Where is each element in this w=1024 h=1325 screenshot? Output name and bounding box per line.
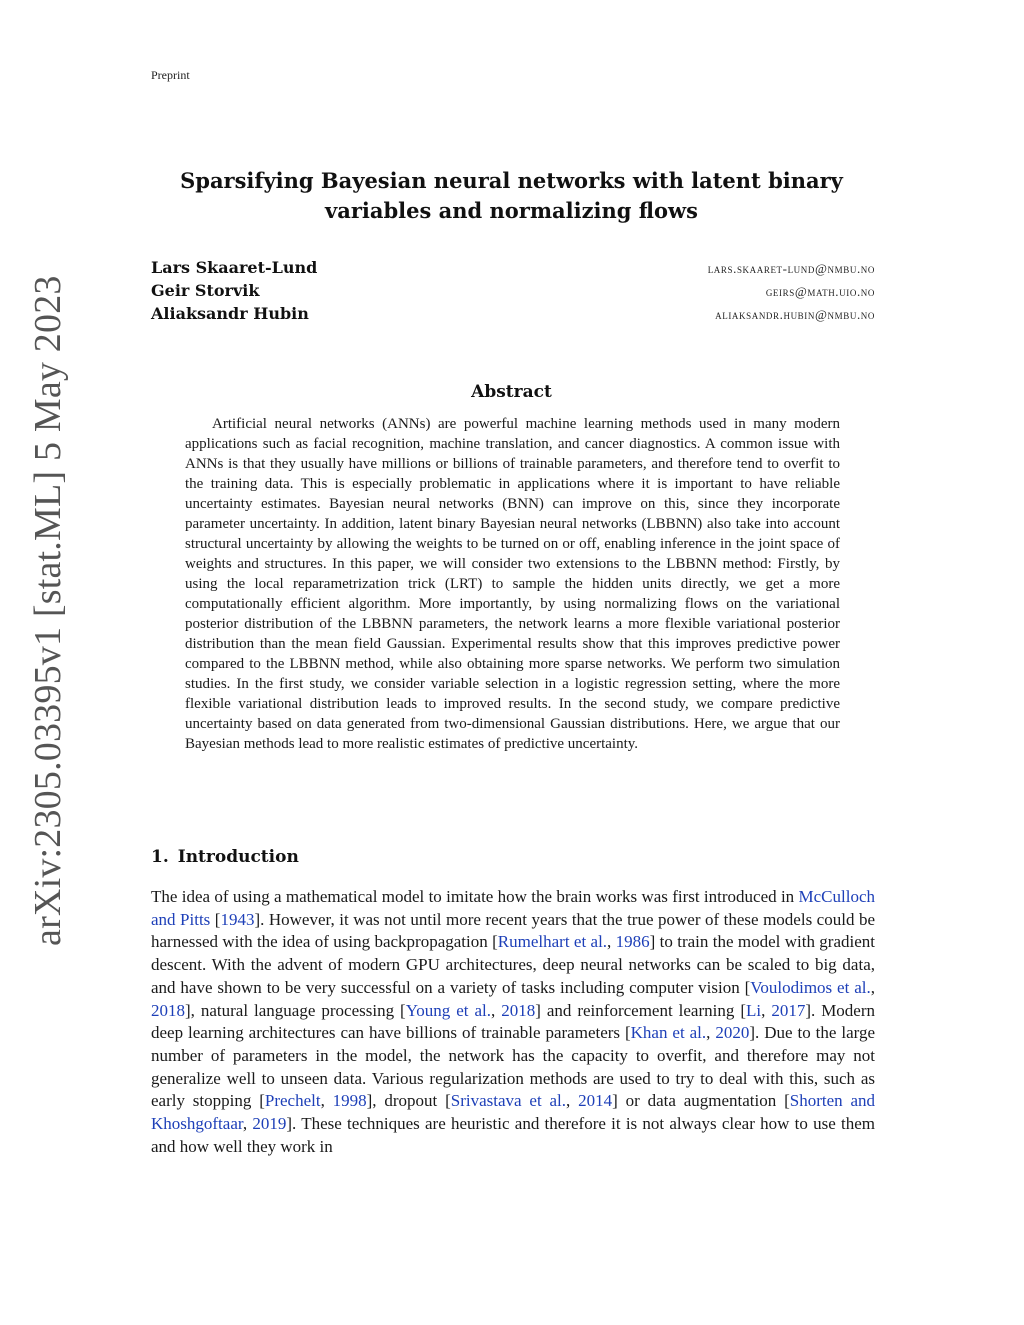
- body-text: ,: [491, 1000, 502, 1020]
- arxiv-side-stamp: arXiv:2305.03395v1 [stat.ML] 5 May 2023: [27, 275, 69, 946]
- body-text: ]. Due to the large number of parameters in the model, the network has the capacity to overfit, and therefore may not generalize well to unseen data. Various regularization methods are used to try to deal with this, such as early stopping [: [151, 1023, 876, 1111]
- citation-link[interactable]: 1986: [615, 932, 650, 952]
- body-text: ]. However, it was not until more recent years that the true power of these models could be harnessed with the idea of using backpropagation [: [151, 909, 875, 952]
- citation-link[interactable]: Young et al.: [405, 1000, 491, 1020]
- citation-link[interactable]: Shorten and Khoshgoftaar: [151, 1091, 876, 1134]
- body-text: ] to train the model with gradient descent. With the advent of modern GPU architectures, deep neural networks can be scaled to big data, and have shown to be very successful on a variety of tasks including computer vision [: [151, 932, 876, 997]
- author-email[interactable]: aliaksandr.hubin@nmbu.no: [715, 307, 875, 322]
- abstract-text: Artificial neural networks (ANNs) are powerful machine learning methods used in many modern applications such as facial recognition, machine translation, and cancer diagnostics. A common issue with ANNs is that they usually have millions or billions of trainable parameters, and therefore tend to overfit to the training data. This is especially problematic in applications where it is important to have reliable uncertainty estimates. Bayesian neural networks (BNN) can improve on this, since they incorporate parameter uncertainty. In addition, latent binary Bayesian neural networks (LBBNN) also take into account structural uncertainty by allowing the weights to be turned on or off, enabling inference in the joint space of weights and structures. In this paper, we will consider two extensions to the LBBNN method: Firstly, by using the local reparametrization trick (LRT) to sample the hidden units directly, we get a more computationally efficient algorithm. More importantly, by using normalizing flows on the variational posterior distribution of the LBBNN parameters, the network learns a more flexible variational posterior distribution than the mean field Gaussian. Experimental results show that this improves predictive power compared to the LBBNN method, while also obtaining more sparse networks. We perform two simulation studies. In the first study, we consider variable selection in a logistic regression setting, where the more flexible variational distribution leads to improved results. In the second study, we compare predictive uncertainty based on data generated from two-dimensional Gaussian distributions. Here, we argue that our Bayesian methods lead to more realistic estimates of predictive uncertainty.: [185, 416, 840, 752]
- body-text: ,: [607, 932, 616, 952]
- body-text: ,: [320, 1091, 333, 1111]
- citation-link[interactable]: 1998: [332, 1091, 367, 1111]
- author-row: [151, 281, 875, 304]
- citation-link[interactable]: Voulodimos et al.: [750, 977, 871, 997]
- body-text: ], dropout [: [366, 1091, 451, 1111]
- author-block: [151, 258, 875, 327]
- body-text: ,: [566, 1091, 579, 1111]
- author-row: [151, 258, 875, 281]
- author-row: [151, 304, 875, 327]
- body-text: ] or data augmentation [: [612, 1091, 790, 1111]
- author-name: Geir Storvik: [151, 281, 260, 300]
- body-text: The idea of using a mathematical model to imitate how the brain works was first introduced in: [151, 887, 799, 906]
- body-text: ,: [870, 977, 875, 997]
- citation-link[interactable]: Li: [745, 1000, 762, 1020]
- citation-link[interactable]: Prechelt: [264, 1091, 321, 1111]
- citation-link[interactable]: 2018: [151, 1000, 185, 1020]
- citation-link[interactable]: McCulloch and Pitts: [151, 887, 875, 929]
- citation-link[interactable]: Khan et al.: [630, 1023, 707, 1043]
- preprint-label: Preprint: [151, 68, 190, 82]
- author-email[interactable]: lars.skaaret-lund@nmbu.no: [707, 261, 875, 276]
- abstract-heading: Abstract: [471, 382, 552, 402]
- section-title: Introduction: [177, 847, 299, 867]
- body-text: ]. Modern deep learning architectures can have billions of trainable parameters [: [151, 1000, 876, 1043]
- section-number: 1.: [151, 847, 169, 867]
- citation-link[interactable]: Srivastava et al.: [450, 1091, 567, 1111]
- body-text: ]. These techniques are heuristic and therefore it is not always clear how to use them and how well they work in: [151, 1114, 875, 1156]
- citation-link[interactable]: 2020: [715, 1023, 750, 1043]
- body-text: ], natural language processing [: [185, 1000, 406, 1020]
- citation-link[interactable]: 1943: [220, 909, 255, 929]
- author-email[interactable]: geirs@math.uio.no: [765, 284, 875, 299]
- body-text: ] and reinforcement learning [: [535, 1000, 746, 1020]
- citation-link[interactable]: 2018: [501, 1000, 536, 1020]
- body-text: ,: [706, 1023, 716, 1043]
- citation-link[interactable]: 2014: [578, 1091, 613, 1111]
- body-text: [: [210, 909, 221, 929]
- citation-link[interactable]: Rumelhart et al.: [497, 932, 608, 952]
- introduction-paragraph: [151, 886, 875, 1158]
- paper-title: Sparsifying Bayesian neural networks with latent binary variables and normalizing flows: [180, 168, 843, 223]
- citation-link[interactable]: 2017: [771, 1000, 806, 1020]
- section-heading-introduction: [151, 847, 299, 867]
- citation-link[interactable]: 2019: [252, 1114, 287, 1134]
- body-text: ,: [242, 1114, 253, 1134]
- author-name: Lars Skaaret-Lund: [151, 258, 318, 277]
- author-name: Aliaksandr Hubin: [151, 304, 309, 323]
- body-text: ,: [761, 1000, 772, 1020]
